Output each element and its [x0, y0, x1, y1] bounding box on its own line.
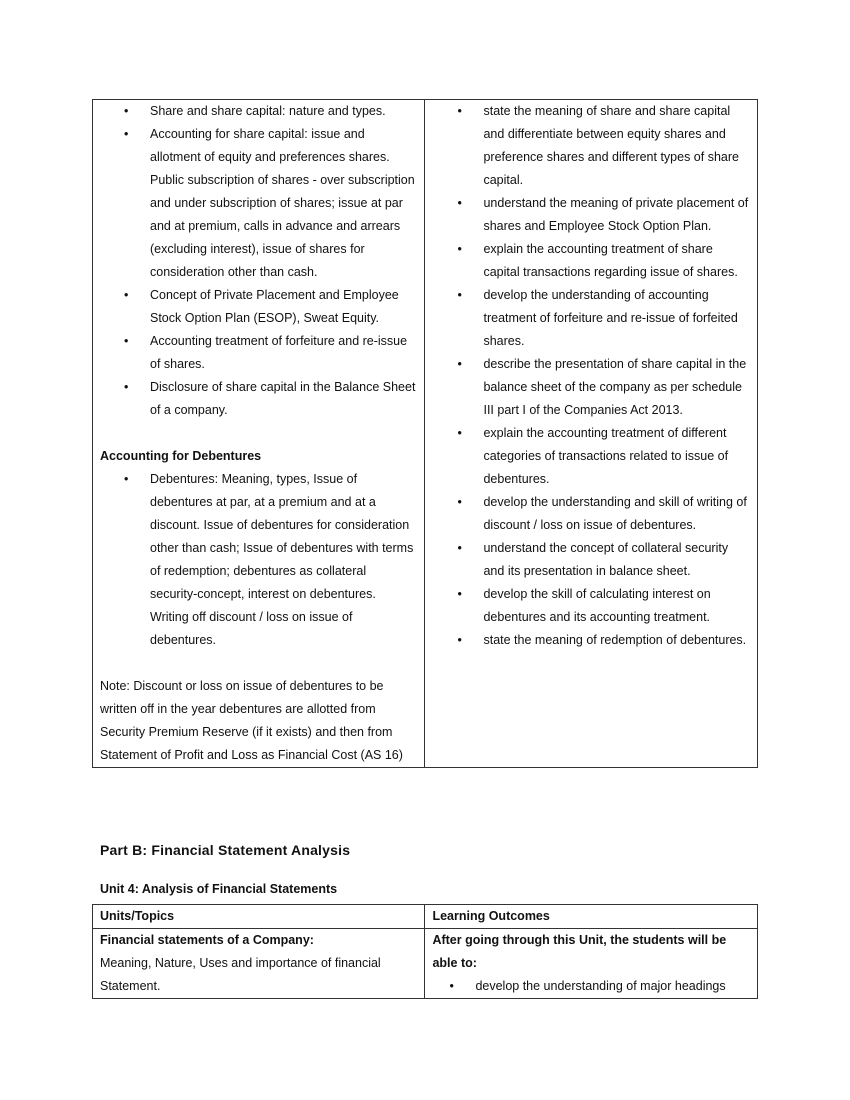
list-item: • develop the skill of calculating interest on debentures and its accounting treatment.	[457, 587, 711, 624]
list-item: • Concept of Private Placement and Employee Stock Option Plan (ESOP), Sweat Equity.	[124, 288, 399, 325]
financial-statements-heading: Financial statements of a Company:	[100, 933, 314, 947]
syllabus-table-continued	[92, 99, 758, 768]
list-item: • Accounting for share capital: issue and allotment of equity and preferences shares. Public subscription of shares - over subscription and under subscription of shares; issue at par and at premium, calls in advance and arrears (excluding interest), issue of shares for consideration other than cash.	[124, 127, 415, 279]
unit-4-table	[92, 904, 758, 999]
share-capital-topic-list	[100, 100, 416, 422]
list-item: • Share and share capital: nature and types.	[124, 104, 386, 118]
learning-outcomes-cell	[425, 929, 758, 999]
financial-statements-text: Meaning, Nature, Uses and importance of financial Statement.	[100, 956, 381, 993]
learning-outcomes-list	[425, 975, 757, 998]
list-item: • explain the accounting treatment of different categories of transactions related to issue of debentures.	[457, 426, 729, 486]
list-item: • state the meaning of redemption of debentures.	[457, 633, 747, 647]
list-item: • develop the understanding of major headings	[449, 979, 726, 993]
list-item: • Accounting treatment of forfeiture and re-issue of shares.	[124, 334, 408, 371]
debentures-heading: Accounting for Debentures	[100, 449, 262, 463]
list-item: • state the meaning of share and share capital and differentiate between equity shares and preference shares and different types of share capital.	[457, 104, 739, 187]
debentures-topic-list	[100, 468, 416, 652]
outcomes-intro: After going through this Unit, the students will be able to:	[432, 933, 727, 970]
unit-title: Unit 4: Analysis of Financial Statements	[100, 882, 338, 896]
header-learning-outcomes: Learning Outcomes	[425, 905, 758, 929]
list-item: • understand the concept of collateral security and its presentation in balance sheet.	[457, 541, 729, 578]
list-item: • Disclosure of share capital in the Balance Sheet of a company.	[124, 380, 416, 417]
part-title: Part B: Financial Statement Analysis	[100, 842, 351, 858]
list-item: • describe the presentation of share capital in the balance sheet of the company as per schedule III part I of the Companies Act 2013.	[457, 357, 747, 417]
topics-cell	[93, 929, 425, 999]
list-item: • develop the understanding of accounting treatment of forfeiture and re-issue of forfeited shares.	[457, 288, 738, 348]
learning-outcomes-list	[425, 100, 757, 652]
debentures-note: Note: Discount or loss on issue of debentures to be written off in the year debentures are allotted from Security Premium Reserve (if it exists) and then from Statement of Profit and Loss as Financial Cost (AS 16)	[100, 679, 403, 762]
list-item: • understand the meaning of private placement of shares and Employee Stock Option Plan.	[457, 196, 749, 233]
topics-cell	[93, 100, 425, 768]
learning-outcomes-cell	[425, 100, 758, 768]
list-item: • explain the accounting treatment of share capital transactions regarding issue of shares.	[457, 242, 738, 279]
list-item: • develop the understanding and skill of writing of discount / loss on issue of debentures.	[457, 495, 747, 532]
header-units-topics: Units/Topics	[93, 905, 425, 929]
list-item: • Debentures: Meaning, types, Issue of debentures at par, at a premium and at a discount. Issue of debentures for consideration other than cash; Issue of debentures with terms of redemption; debentures as collateral security-concept, interest on debentures. Writing off discount / loss on issue of debentures.	[124, 472, 414, 647]
